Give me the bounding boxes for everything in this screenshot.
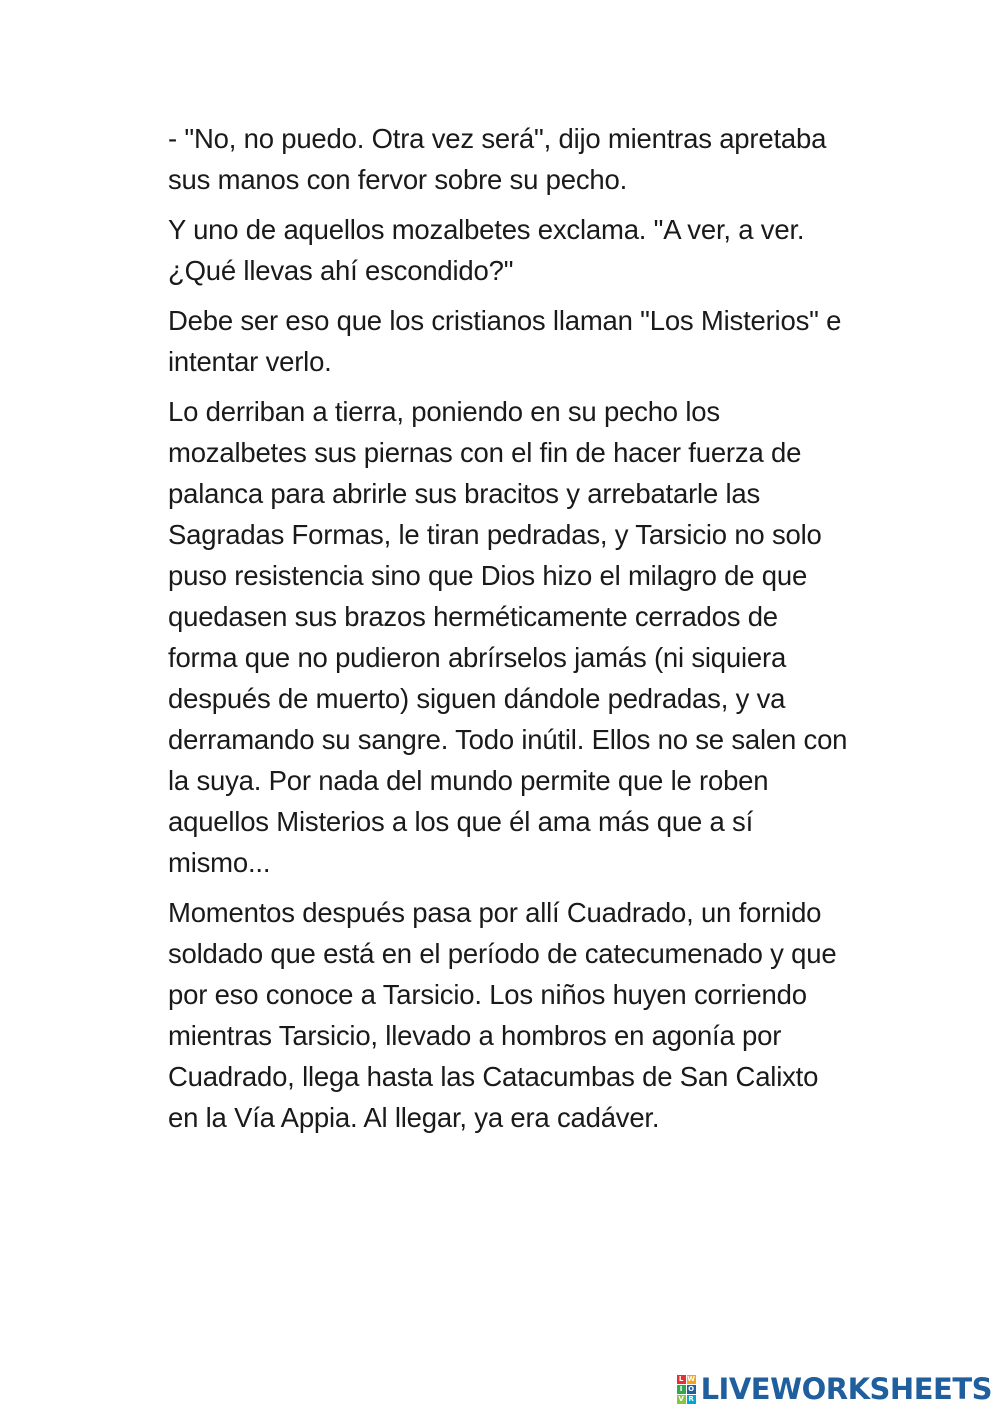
story-text <box>168 118 848 1147</box>
paragraph-5: Momentos después pasa por allí Cuadrado, un fornido soldado que está en el período de catecumenado y que por eso conoce a Tarsicio. Los niños huyen corriendo mientras Tarsicio, llevado a hombros en agonía por Cuadrado, llega hasta las Catacumbas de San Calixto en la Vía Appia. Al llegar, ya era cadáver. <box>168 897 837 1133</box>
paragraph-4: Lo derriban a tierra, poniendo en su pecho los mozalbetes sus piernas con el fin de hacer fuerza de palanca para abrirle sus bracitos y arrebatarle las Sagradas Formas, le tiran pedradas, y Tarsicio no solo puso resistencia sino que Dios hizo el milagro de que quedasen sus brazos herméticamente cerrados de forma que no pudieron abrírselos jamás (ni siquiera después de muerto) siguen dándole pedradas, y va derramando su sangre. Todo inútil. Ellos no se salen con la suya. Por nada del mundo permite que le roben aquellos Misterios a los que él ama más que a sí mismo... <box>168 396 848 878</box>
paragraph-3: Debe ser eso que los cristianos llaman "Los Misterios" e intentar verlo. <box>168 305 842 377</box>
logo-tile: O <box>688 1384 695 1393</box>
logo-tile: V <box>678 1394 684 1403</box>
logo-tile: W <box>687 1374 695 1383</box>
footer-brand <box>677 1371 992 1407</box>
liveworksheets-logo-icon <box>677 1375 696 1404</box>
logo-tile: L <box>677 1375 686 1384</box>
brand-wordmark: LIVEWORKSHEETS <box>700 1372 992 1406</box>
logo-tile: I <box>677 1385 686 1394</box>
paragraph-2: Y uno de aquellos mozalbetes exclama. "A ver, a ver. ¿Qué llevas ahí escondido?" <box>168 214 805 286</box>
paragraph-1: - "No, no puedo. Otra vez será", dijo mientras apretaba sus manos con fervor sobre su pecho. <box>168 123 827 195</box>
logo-tile: R <box>688 1394 694 1403</box>
